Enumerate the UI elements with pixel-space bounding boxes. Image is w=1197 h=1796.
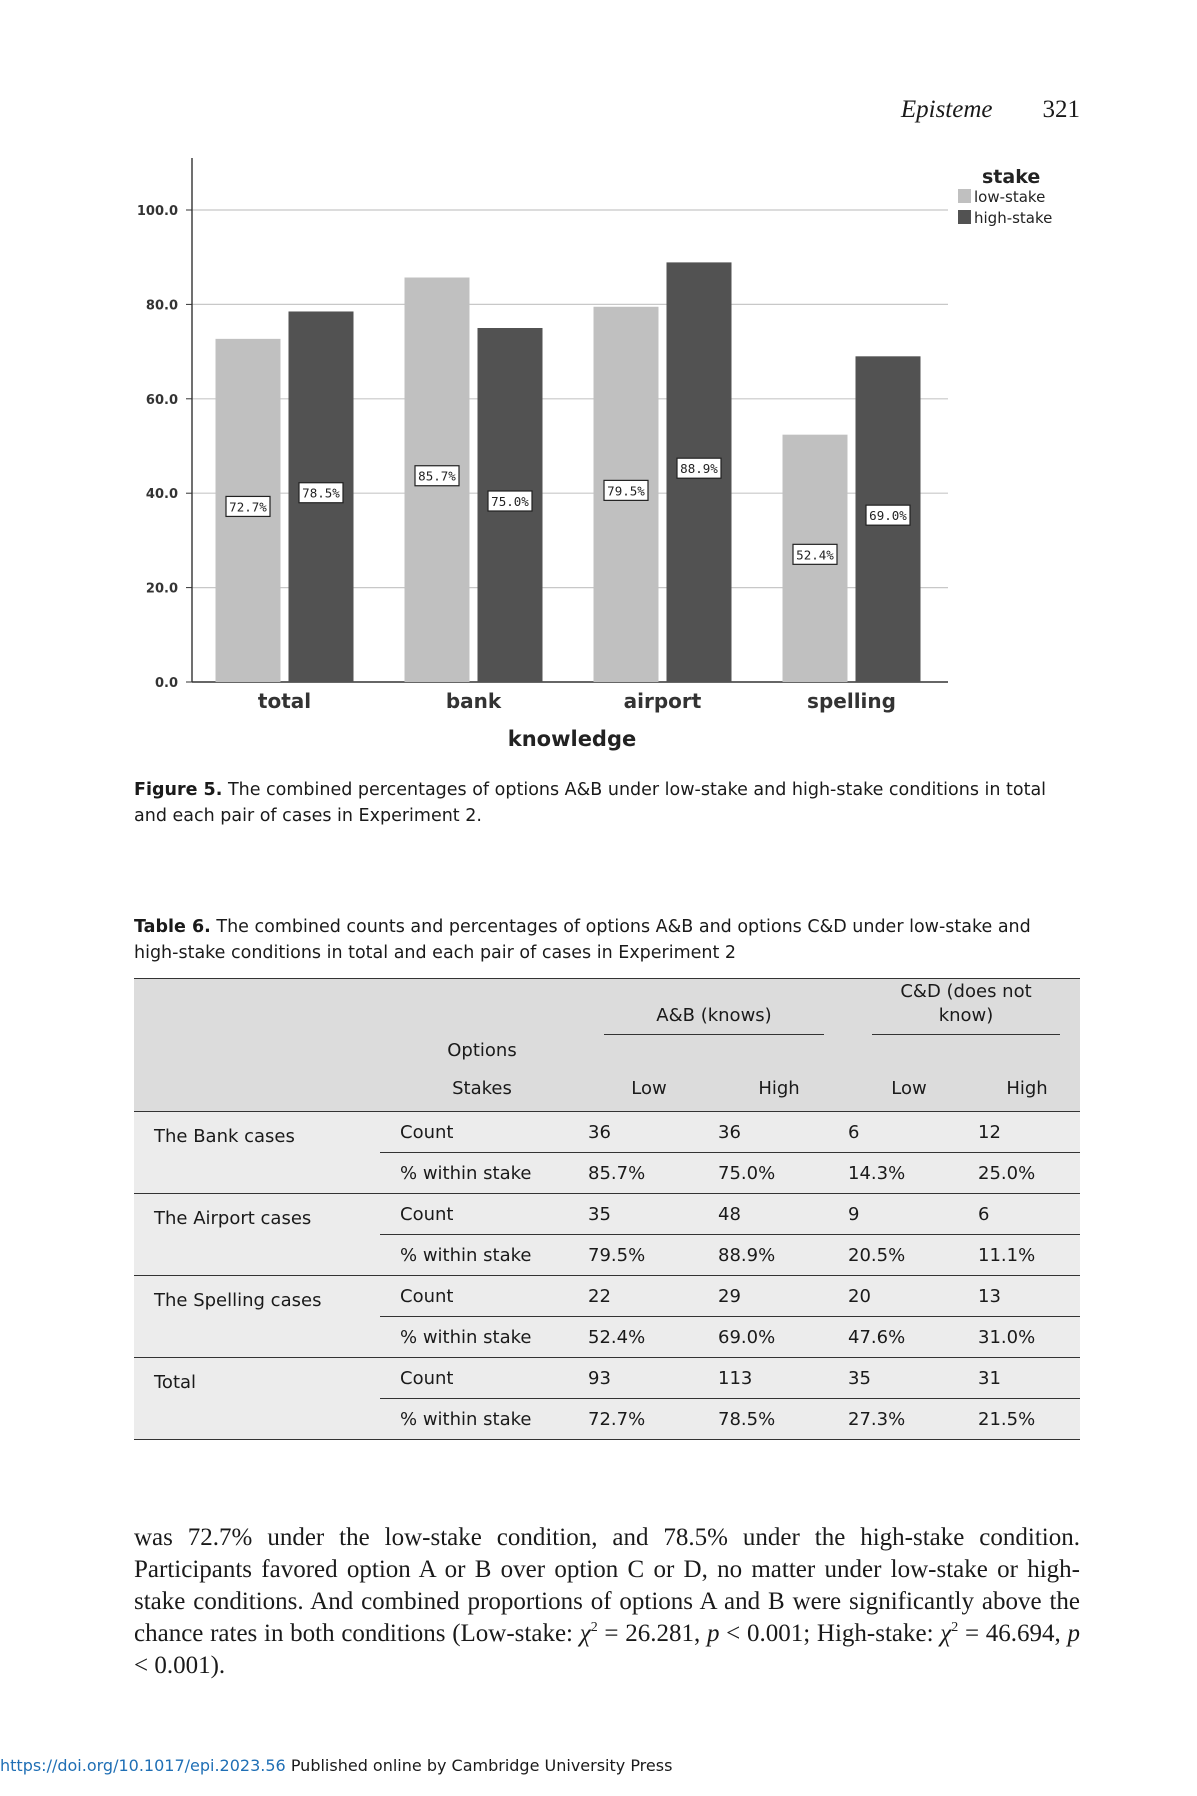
legend-swatch	[958, 210, 971, 224]
group-cd-label: C&D (does not know)	[872, 980, 1060, 1035]
cell: 113	[714, 1358, 844, 1399]
figure-caption-text: The combined percentages of options A&B under low-stake and high-stake conditions in total and each pair of cases in Experiment 2.	[134, 780, 1047, 826]
case-label: Total	[134, 1358, 380, 1440]
chi-symbol: χ	[579, 1620, 591, 1647]
pct-label: % within stake	[380, 1317, 584, 1358]
table-caption-text: The combined counts and percentages of options A&B and options C&D under low-stake and high-stake conditions in total and each pair of cases in Experiment 2	[134, 917, 1031, 963]
body-text-part: was 72.7% under the low-stake condition, and 78.5% under the high-stake condition. Participants favored option A or B over option C or D, no matter under low-stake or high-stake conditions. And combined proportions of options A and B were significantly above the chance rates in both conditions (Low-stake:	[134, 1524, 1080, 1647]
cell: 25.0%	[974, 1153, 1080, 1194]
cell: 88.9%	[714, 1235, 844, 1276]
p-symbol: p	[1067, 1620, 1080, 1647]
cd-low-header: Low	[844, 1065, 974, 1112]
cell: 20.5%	[844, 1235, 974, 1276]
cell: 35	[584, 1194, 714, 1235]
cell: 75.0%	[714, 1153, 844, 1194]
x-tick-label: airport	[623, 689, 702, 713]
data-label: 52.4%	[796, 547, 834, 563]
legend-entry: low-stake	[974, 188, 1046, 206]
cell: 21.5%	[974, 1399, 1080, 1440]
legend-entry: high-stake	[974, 209, 1053, 227]
results-table	[134, 978, 1080, 1440]
running-head	[0, 96, 1080, 124]
low-stat: = 26.281,	[597, 1620, 707, 1647]
cd-high-header: High	[974, 1065, 1080, 1112]
body-text-part: < 0.001; High-stake:	[719, 1620, 941, 1647]
cell: 36	[584, 1112, 714, 1153]
body-text-part: < 0.001).	[134, 1652, 226, 1679]
figure-label: Figure 5.	[134, 780, 223, 800]
superscript: 2	[951, 1620, 959, 1635]
pct-label: % within stake	[380, 1235, 584, 1276]
cell: 36	[714, 1112, 844, 1153]
cell: 29	[714, 1276, 844, 1317]
superscript: 2	[590, 1620, 598, 1635]
pct-label: % within stake	[380, 1399, 584, 1440]
y-tick-label: 80.0	[145, 298, 178, 314]
table-caption	[134, 914, 1080, 966]
case-label: The Airport cases	[134, 1194, 380, 1276]
ab-high-header: High	[714, 1065, 844, 1112]
journal-name: Episteme	[900, 96, 993, 123]
cell: 27.3%	[844, 1399, 974, 1440]
table-header-row-3	[134, 1065, 1080, 1112]
cell: 13	[974, 1276, 1080, 1317]
cell: 6	[974, 1194, 1080, 1235]
count-label: Count	[380, 1358, 584, 1399]
cell: 14.3%	[844, 1153, 974, 1194]
page-number: 321	[1042, 96, 1080, 123]
table-row	[134, 1194, 1080, 1235]
data-label: 72.7%	[229, 499, 267, 515]
body-paragraph	[134, 1522, 1080, 1682]
p-symbol: p	[706, 1620, 720, 1647]
publisher-note: Published online by Cambridge University Press	[290, 1756, 673, 1775]
cell: 52.4%	[584, 1317, 714, 1358]
cell: 31	[974, 1358, 1080, 1399]
table-header-row-2	[134, 1045, 1080, 1065]
stakes-header: Stakes	[380, 1065, 584, 1112]
cell: 79.5%	[584, 1235, 714, 1276]
count-label: Count	[380, 1194, 584, 1235]
options-header: Options	[380, 979, 584, 1066]
cell: 6	[844, 1112, 974, 1153]
cell: 31.0%	[974, 1317, 1080, 1358]
case-label: The Spelling cases	[134, 1276, 380, 1358]
data-label: 75.0%	[491, 494, 529, 509]
ab-low-header: Low	[584, 1065, 714, 1112]
pct-label: % within stake	[380, 1153, 584, 1194]
x-tick-label: total	[257, 689, 312, 713]
chi-symbol: χ	[940, 1620, 952, 1647]
data-label: 78.5%	[302, 485, 340, 501]
y-tick-label: 60.0	[145, 392, 178, 408]
x-axis-title: knowledge	[507, 727, 637, 751]
group-ab-label: A&B (knows)	[604, 1005, 824, 1035]
table-row	[134, 1358, 1080, 1399]
cell: 85.7%	[584, 1153, 714, 1194]
count-label: Count	[380, 1276, 584, 1317]
y-tick-label: 20.0	[145, 581, 178, 597]
cell: 69.0%	[714, 1317, 844, 1358]
data-label: 69.0%	[869, 508, 907, 524]
x-tick-label: bank	[445, 689, 502, 713]
cell: 12	[974, 1112, 1080, 1153]
cell: 78.5%	[714, 1399, 844, 1440]
y-tick-label: 40.0	[145, 487, 178, 503]
bar-chart	[120, 150, 1080, 770]
count-label: Count	[380, 1112, 584, 1153]
doi-link[interactable]: https://doi.org/10.1017/epi.2023.56	[0, 1756, 286, 1775]
x-tick-label: spelling	[807, 689, 896, 713]
table-row	[134, 1276, 1080, 1317]
cell: 48	[714, 1194, 844, 1235]
table-label: Table 6.	[134, 917, 211, 937]
data-label: 88.9%	[680, 461, 718, 477]
cell: 22	[584, 1276, 714, 1317]
data-label: 79.5%	[607, 483, 645, 499]
table-row	[134, 1112, 1080, 1153]
data-label: 85.7%	[418, 468, 456, 484]
footer	[0, 1756, 672, 1775]
cell: 9	[844, 1194, 974, 1235]
figure-caption	[134, 777, 1080, 829]
legend	[958, 166, 1052, 227]
group-ab-header	[584, 979, 844, 1046]
cell: 47.6%	[844, 1317, 974, 1358]
cell: 93	[584, 1358, 714, 1399]
high-stat: = 46.694,	[958, 1620, 1068, 1647]
legend-swatch	[958, 189, 971, 203]
y-tick-label: 0.0	[154, 676, 178, 691]
cell: 11.1%	[974, 1235, 1080, 1276]
cell: 35	[844, 1358, 974, 1399]
cell: 72.7%	[584, 1399, 714, 1440]
y-tick-label: 100.0	[136, 204, 178, 219]
table-header-row-1	[134, 979, 1080, 1046]
cell: 20	[844, 1276, 974, 1317]
legend-title: stake	[982, 166, 1041, 188]
bars	[216, 262, 921, 682]
case-label: The Bank cases	[134, 1112, 380, 1194]
group-cd-header	[844, 979, 1080, 1046]
